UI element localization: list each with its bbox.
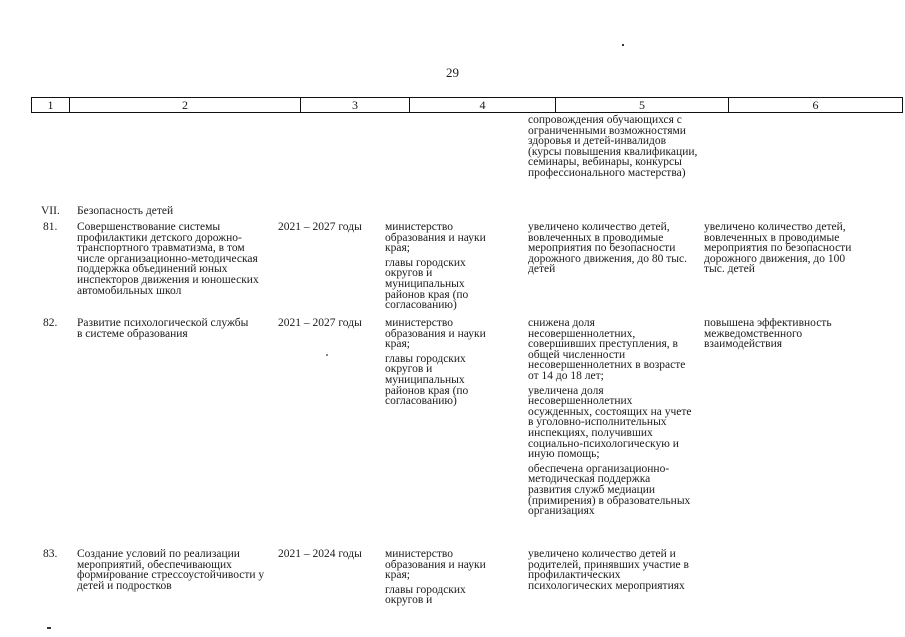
scan-speck <box>47 627 51 629</box>
section-number: VII. <box>41 205 60 217</box>
row-81-number: 81. <box>43 221 58 233</box>
scan-speck <box>622 44 624 46</box>
row-82-result: обеспечена организационно-методическая поддержка развития служб медиации (примирения) в образовательных организациях <box>528 462 691 518</box>
column-number-5: 5 <box>556 98 729 113</box>
column-number-3: 3 <box>301 98 410 113</box>
row-82-period: 2021 – 2027 годы <box>278 317 362 329</box>
page-number: 29 <box>446 65 459 80</box>
column-number-6: 6 <box>729 98 903 113</box>
row-81-action: Совершенствование системы профилактики детского дорожно-транспортного травматизма, в том числе организационно-методическая поддержка объединений юных инспекторов движения и юношеских автомобильных школ <box>77 221 259 297</box>
row-82-effect: повышена эффективность межведомственного взаимодействия <box>704 317 832 351</box>
row-82-result: увеличена доля несовершеннолетних осужденных, состоящих на учете в уголовно-исполнительных инспекциях, получивших социально-психологическую и иную помощь; <box>528 384 692 461</box>
row-81-executor: министерство образования и науки края; <box>385 221 486 255</box>
section-title: Безопасность детей <box>77 205 174 217</box>
row-82-number: 82. <box>43 317 58 329</box>
row-82-executors <box>385 318 505 407</box>
row-82-action: Развитие психологической службы в системе образования <box>77 317 249 340</box>
row-83-action: Создание условий по реализации мероприятий, обеспечивающих формирование стрессоустойчивости у детей и подростков <box>77 548 265 592</box>
row-82-executor: главы городских округов и муниципальных районов края (по согласованию) <box>385 352 469 408</box>
row-81-executors <box>385 222 505 311</box>
row-81-period: 2021 – 2027 годы <box>278 221 362 233</box>
row-82-result: снижена доля несовершеннолетних, совершивших преступления, в общей численности несовершеннолетних в возрасте от 14 до 18 лет; <box>528 317 686 382</box>
column-number-2: 2 <box>70 98 301 113</box>
column-number-1: 1 <box>32 98 70 113</box>
row-83-period: 2021 – 2024 годы <box>278 548 362 560</box>
column-number-header <box>31 97 903 113</box>
row-83-executor: главы городских округов и <box>385 583 466 607</box>
row-82-results <box>528 318 693 517</box>
row-81-result: увеличено количество детей, вовлеченных в проводимые мероприятия по безопасности дорожного движения, до 80 тыс. детей <box>528 221 687 276</box>
carryover-result-text: сопровождения обучающихся с ограниченными возможностями здоровья и детей-инвалидов (курсы повышения квалификации, семинары, вебинары, конкурсы профессионального мастерства) <box>528 114 698 179</box>
row-81-executor: главы городских округов и муниципальных районов края (по согласованию) <box>385 256 469 312</box>
row-83-result: увеличено количество детей и родителей, принявших участие в профилактических психологических мероприятиях <box>528 548 689 592</box>
scan-speck <box>326 354 328 356</box>
row-82-executor: министерство образования и науки края; <box>385 317 486 351</box>
row-81-effect: увеличено количество детей, вовлеченных в проводимые мероприятия по безопасности дорожного движения, до 100 тыс. детей <box>704 221 852 276</box>
row-83-executors <box>385 549 505 606</box>
row-83-executor: министерство образования и науки края; <box>385 548 486 582</box>
column-number-4: 4 <box>410 98 556 113</box>
row-83-number: 83. <box>43 548 58 560</box>
